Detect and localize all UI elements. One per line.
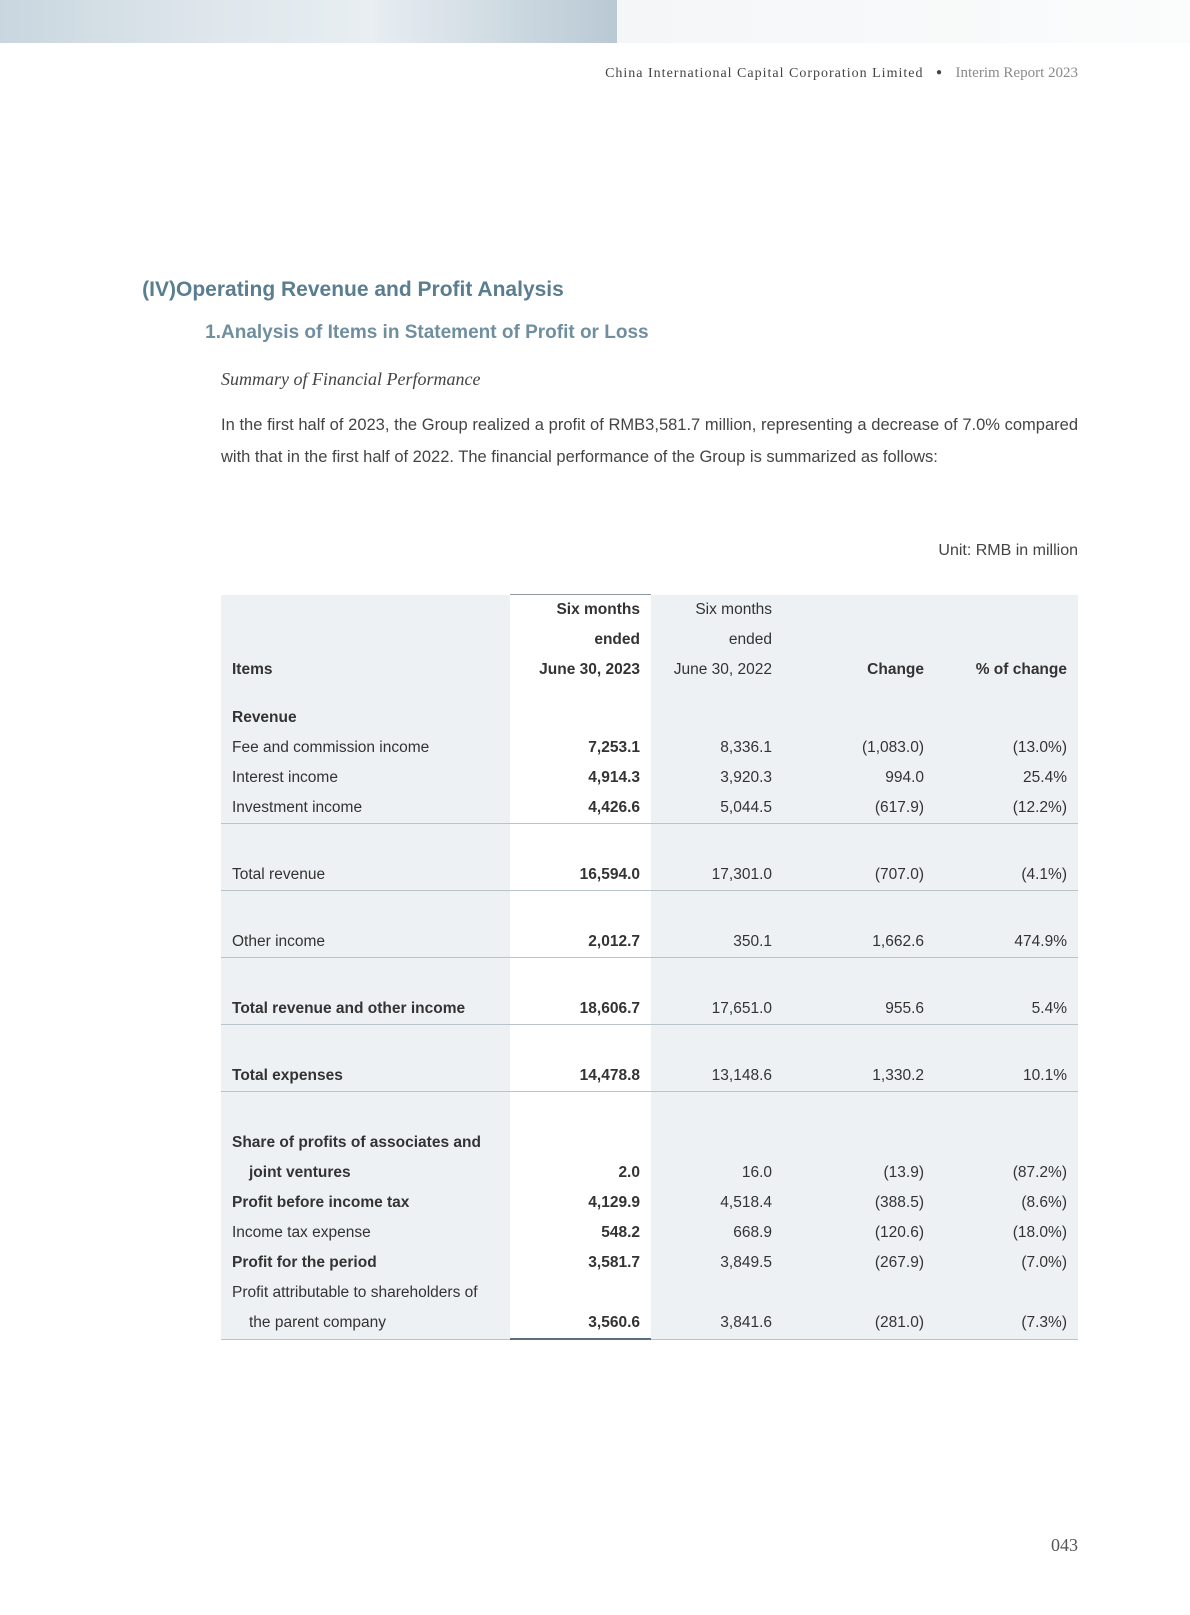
row-label: joint ventures (221, 1158, 510, 1188)
cell-change: (617.9) (783, 793, 935, 824)
cell-pct: (4.1%) (935, 860, 1078, 891)
section-title: Operating Revenue and Profit Analysis (176, 278, 564, 301)
subsection-heading (177, 322, 649, 344)
cell-prior: 350.1 (651, 927, 783, 958)
cell-change: 1,330.2 (783, 1061, 935, 1092)
cell-current: 7,253.1 (510, 733, 651, 763)
row-label: Share of profits of associates and (221, 1128, 510, 1158)
table-row-total-expenses (221, 1061, 1078, 1092)
cell-pct: (7.0%) (935, 1248, 1078, 1278)
subsection-number: 1. (205, 322, 221, 343)
cell-current: 4,129.9 (510, 1188, 651, 1218)
header-banner-image (0, 0, 617, 43)
running-header (605, 65, 1078, 82)
page-number: 043 (1051, 1535, 1078, 1555)
section-heading (130, 278, 564, 302)
cell-prior: 668.9 (651, 1218, 783, 1248)
row-label: Profit for the period (221, 1248, 510, 1278)
cell-pct: (87.2%) (935, 1158, 1078, 1188)
table-row-total-revenue-other (221, 994, 1078, 1025)
table-row-fee (221, 733, 1078, 763)
table-row-total-revenue (221, 860, 1078, 891)
cell-current: 548.2 (510, 1218, 651, 1248)
header-pct-change: % of change (935, 595, 1078, 692)
cell-change: (120.6) (783, 1218, 935, 1248)
cell-pct: 474.9% (935, 927, 1078, 958)
cell-pct: (13.0%) (935, 733, 1078, 763)
financial-summary-table (221, 594, 1078, 1340)
table-spacer-row (221, 1025, 1078, 1062)
cell-prior: 3,849.5 (651, 1248, 783, 1278)
table-spacer-row (221, 891, 1078, 928)
table-row-profit-attrib (221, 1308, 1078, 1339)
cell-change: 955.6 (783, 994, 935, 1025)
cell-current: 4,426.6 (510, 793, 651, 824)
row-label: Profit before income tax (221, 1188, 510, 1218)
cell-current: 2,012.7 (510, 927, 651, 958)
header-items: Items (221, 595, 510, 692)
cell-prior: 5,044.5 (651, 793, 783, 824)
row-label: Other income (221, 927, 510, 958)
header-banner-fade (617, 0, 1190, 43)
cell-change: 994.0 (783, 763, 935, 793)
table-row-profit-attrib-l1 (221, 1278, 1078, 1308)
table-row-other-income (221, 927, 1078, 958)
table-spacer-row (221, 958, 1078, 995)
table-row-revenue-heading (221, 703, 1078, 733)
company-name: China International Capital Corporation Limited (605, 66, 924, 81)
header-change: Change (783, 595, 935, 692)
table-row-profit-period (221, 1248, 1078, 1278)
report-name: Interim Report 2023 (955, 65, 1078, 81)
table-row-investment (221, 793, 1078, 824)
header-prior-period: Six months ended June 30, 2022 (651, 595, 783, 692)
row-label: Total revenue (221, 860, 510, 891)
cell-current: 3,560.6 (510, 1308, 651, 1339)
cell-pct: 10.1% (935, 1061, 1078, 1092)
summary-title: Summary of Financial Performance (221, 369, 481, 389)
row-label: Total expenses (221, 1061, 510, 1092)
table-row-profit-before-tax (221, 1188, 1078, 1218)
cell-prior: 16.0 (651, 1158, 783, 1188)
row-label: Income tax expense (221, 1218, 510, 1248)
cell-prior: 4,518.4 (651, 1188, 783, 1218)
table-row (221, 691, 1078, 703)
row-label: Fee and commission income (221, 733, 510, 763)
cell-prior: 13,148.6 (651, 1061, 783, 1092)
header-current-period: Six months ended June 30, 2023 (510, 595, 651, 692)
table-spacer-row (221, 1092, 1078, 1129)
cell-prior: 8,336.1 (651, 733, 783, 763)
cell-change: (388.5) (783, 1188, 935, 1218)
cell-prior: 17,651.0 (651, 994, 783, 1025)
cell-current: 3,581.7 (510, 1248, 651, 1278)
row-label: Investment income (221, 793, 510, 824)
cell-change: (707.0) (783, 860, 935, 891)
cell-change: (281.0) (783, 1308, 935, 1339)
row-label: Interest income (221, 763, 510, 793)
table-row-share-profits-l1 (221, 1128, 1078, 1158)
cell-current: 18,606.7 (510, 994, 651, 1025)
row-label: Total revenue and other income (221, 994, 510, 1025)
table-row-income-tax (221, 1218, 1078, 1248)
cell-change: (267.9) (783, 1248, 935, 1278)
cell-current: 14,478.8 (510, 1061, 651, 1092)
section-number: (IV) (142, 278, 176, 301)
cell-current: 16,594.0 (510, 860, 651, 891)
table-header-row (221, 595, 1078, 692)
table-row-interest (221, 763, 1078, 793)
row-label: the parent company (221, 1308, 510, 1339)
bullet-separator: ● (935, 67, 944, 78)
cell-current: 4,914.3 (510, 763, 651, 793)
cell-change: (13.9) (783, 1158, 935, 1188)
row-label: Profit attributable to shareholders of (221, 1278, 510, 1308)
cell-prior: 3,841.6 (651, 1308, 783, 1339)
table-row-share-profits (221, 1158, 1078, 1188)
cell-change: 1,662.6 (783, 927, 935, 958)
unit-label: Unit: RMB in million (938, 542, 1078, 559)
cell-pct: (8.6%) (935, 1188, 1078, 1218)
cell-pct: (18.0%) (935, 1218, 1078, 1248)
cell-pct: (7.3%) (935, 1308, 1078, 1339)
table-spacer-row (221, 824, 1078, 861)
cell-current: 2.0 (510, 1158, 651, 1188)
cell-pct: 5.4% (935, 994, 1078, 1025)
subsection-title: Analysis of Items in Statement of Profit or Loss (221, 322, 649, 343)
cell-prior: 3,920.3 (651, 763, 783, 793)
cell-change: (1,083.0) (783, 733, 935, 763)
row-label: Revenue (221, 703, 510, 733)
cell-pct: (12.2%) (935, 793, 1078, 824)
cell-prior: 17,301.0 (651, 860, 783, 891)
cell-pct: 25.4% (935, 763, 1078, 793)
summary-paragraph: In the first half of 2023, the Group realized a profit of RMB3,581.7 million, representing a decrease of 7.0% compared with that in the first half of 2022. The financial performance of the Group is summarized as follows: (221, 416, 1078, 466)
